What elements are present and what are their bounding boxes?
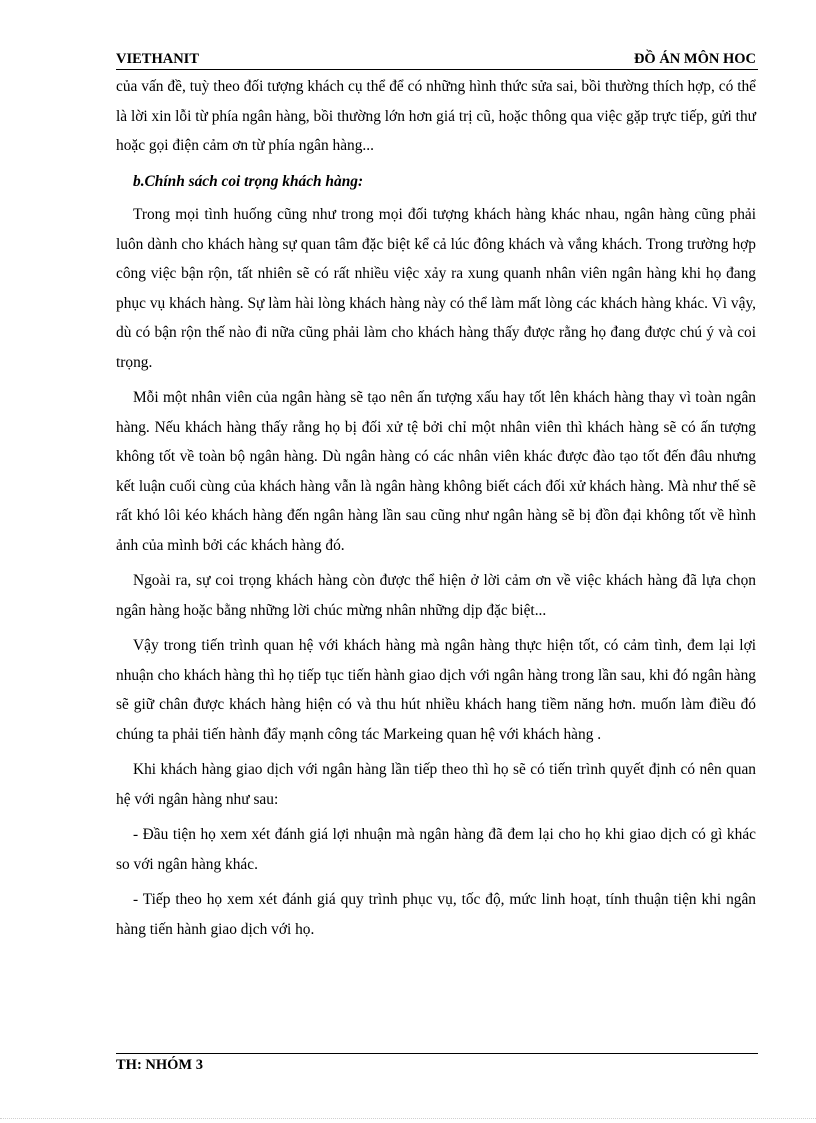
header-left-title: VIETHANIT bbox=[116, 51, 199, 67]
paragraph: Trong mọi tình huống cũng như trong mọi đối tượng khách hàng khác nhau, ngân hàng cũng phải luôn dành cho khách hàng sự quan tâm đặc biệt kể cả lúc đông khách và vắng khách. Trong trường hợp công việc bận rộn, tất nhiên sẽ có rất nhiều việc xảy ra xung quanh nhân viên ngân hàng khi họ đang phục vụ khách hàng. Sự làm hài lòng khách hàng này có thể làm mất lòng các khách hàng khác. Vì vậy, dù có bận rộn thế nào đi nữa cũng phải làm cho khách hàng thấy được rằng họ đang được chú ý và coi trọng. bbox=[116, 206, 756, 371]
page-header bbox=[116, 49, 758, 70]
list-item: - Tiếp theo họ xem xét đánh giá quy trình phục vụ, tốc độ, mức linh hoạt, tính thuận tiện khi ngân hàng tiến hành giao dịch với họ. bbox=[116, 891, 756, 938]
list-item: - Đầu tiện họ xem xét đánh giá lợi nhuận mà ngân hàng đã đem lại cho họ khi giao dịch có gì khác so với ngân hàng khác. bbox=[116, 826, 756, 873]
footer-divider bbox=[116, 1053, 758, 1054]
section-heading: b.Chính sách coi trọng khách hàng: bbox=[133, 172, 364, 190]
paragraph: Mỗi một nhân viên của ngân hàng sẽ tạo nên ấn tượng xấu hay tốt lên khách hàng thay vì toàn ngân hàng. Nếu khách hàng thấy rằng họ bị đối xử tệ bởi chỉ một nhân viên thì khách hàng sẽ có ấn tượng không tốt về toàn bộ ngân hàng. Dù ngân hàng có các nhân viên khác được đào tạo tốt đến đâu nhưng kết luận cuối cùng của khách hàng vẫn là ngân hàng không biết cách đối xử khách hàng. Mà như thế sẽ rất khó lôi kéo khách hàng đến ngân hàng lần sau cũng như ngân hàng sẽ bị đồn đại không tốt về hình ảnh của mình bởi các khách hàng đó. bbox=[116, 389, 756, 554]
paragraph: Ngoài ra, sự coi trọng khách hàng còn được thể hiện ở lời cảm ơn về việc khách hàng đã lựa chọn ngân hàng hoặc bằng những lời chúc mừng nhân những dịp đặc biệt... bbox=[116, 572, 756, 619]
document-body bbox=[116, 72, 756, 950]
paragraph: Khi khách hàng giao dịch với ngân hàng lần tiếp theo thì họ sẽ có tiến trình quyết định có nên quan hệ với ngân hàng như sau: bbox=[116, 761, 756, 808]
paragraph-continuation: của vấn đề, tuỳ theo đối tượng khách cụ thể để có những hình thức sửa sai, bồi thường thích hợp, có thể là lời xin lỗi từ phía ngân hàng, bồi thường lớn hơn giá trị cũ, hoặc thông qua việc gặp trực tiếp, gửi thư hoặc gọi điện cảm ơn từ phía ngân hàng... bbox=[116, 78, 756, 154]
paragraph: Vậy trong tiến trình quan hệ với khách hàng mà ngân hàng thực hiện tốt, có cảm tình, đem lại lợi nhuận cho khách hàng thì họ tiếp tục tiến hành giao dịch với ngân hàng trong lần sau, khi đó ngân hàng sẽ giữ chân được khách hàng hiện có và thu hút nhiều khách hang tiềm năng hơn. muốn làm điều đó chúng ta phải tiến hành đẩy mạnh công tác Markeing quan hệ với khách hàng . bbox=[116, 637, 756, 743]
page-footer: TH: NHÓM 3 bbox=[116, 1057, 203, 1073]
header-right-title: ĐỒ ÁN MÔN HOC bbox=[633, 51, 756, 67]
page-edge-divider bbox=[0, 1118, 816, 1119]
